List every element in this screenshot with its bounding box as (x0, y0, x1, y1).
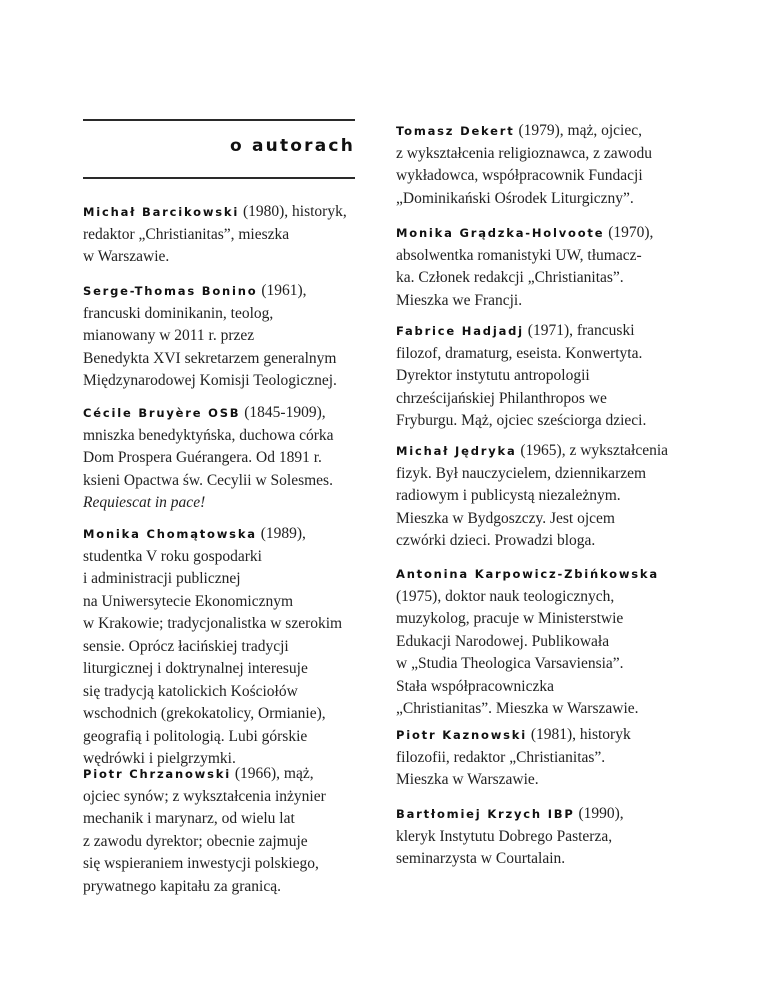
author-bio-line: Międzynarodowej Komisji Teologicznej. (83, 372, 337, 389)
author-bio-line: liturgicznej i doktrynalnej interesuje (83, 660, 308, 677)
author-bio-line: (1990), (574, 805, 624, 822)
author-bio-line: (1975), doktor nauk teologicznych, (396, 587, 615, 605)
author-entry (83, 402, 373, 515)
author-name: Fabrice Hadjadj (396, 324, 524, 338)
author-bio-line: na Uniwersytecie Ekonomicznym (83, 592, 294, 610)
author-bio-line: filozofii, redaktor „Christianitas”. (396, 748, 606, 766)
author-bio-line: (1981), historyk (526, 726, 631, 743)
author-bio-line: w Warszawie. (83, 248, 170, 265)
author-bio-line: Mieszka w Bydgoszczy. Jest ojcem (396, 509, 615, 527)
author-bio-line: ka. Członek redakcji „Christianitas”. (396, 269, 624, 286)
author-entry (396, 563, 686, 721)
author-name: Monika Chomątowska (83, 527, 257, 541)
author-name: Bartłomiej Krzych IBP (396, 807, 575, 821)
author-bio-line: (1980), historyk, (239, 203, 347, 220)
author-bio-line: ojciec synów; z wykształcenia inżynier (83, 787, 326, 805)
page-title: o autorach (229, 136, 355, 156)
author-bio-line: radiowym i publicystą niezależnym. (396, 487, 621, 504)
author-entry (396, 440, 686, 553)
author-bio-line: filozof, dramaturg, eseista. Konwertyta. (396, 344, 643, 362)
author-bio-line: (1989), (256, 525, 306, 542)
author-name: Piotr Kaznowski (396, 728, 527, 742)
author-entry (396, 120, 686, 210)
author-entry (396, 320, 686, 433)
author-bio-line: (1965), z wykształcenia (516, 442, 669, 459)
author-bio-line: redaktor „Christianitas”, mieszka (83, 225, 290, 243)
author-bio-line: i administracji publicznej (83, 570, 241, 587)
author-bio-line: Edukacji Narodowej. Publikowała (396, 632, 610, 650)
author-bio-line: mniszka benedyktyńska, duchowa córka (83, 426, 334, 444)
heading-rule-top (83, 119, 355, 121)
author-bio-line: Mieszka we Francji. (396, 291, 523, 309)
author-bio-line: geografią i politologią. Lubi górskie (83, 727, 308, 745)
author-bio-line: „Dominikański Ośrodek Liturgiczny”. (396, 189, 634, 207)
author-entry (396, 803, 686, 871)
author-bio-line: prywatnego kapitału za granicą. (83, 877, 281, 895)
author-name: Cécile Bruyère OSB (83, 406, 241, 420)
author-bio-line: Stała współpracowniczka (396, 677, 554, 695)
author-name: Michał Barcikowski (83, 205, 240, 219)
author-name: Serge-Thomas Bonino (83, 284, 258, 298)
author-name: Antonina Karpowicz-Zbińkowska (396, 567, 659, 581)
author-name: Piotr Chrzanowski (83, 767, 231, 781)
author-bio-line: (1961), (257, 282, 307, 299)
author-bio-line: w „Studia Theologica Varsaviensia”. (396, 655, 624, 672)
author-bio-line: z wykształcenia religioznawca, z zawodu (396, 144, 653, 162)
author-bio-line: wykładowca, współpracownik Fundacji (396, 167, 643, 184)
author-entry (83, 201, 373, 269)
author-entry (396, 724, 686, 792)
author-bio-line: wschodnich (grekokatolicy, Ormianie), (83, 705, 326, 722)
author-name: Tomasz Dekert (396, 124, 515, 138)
author-bio-line: francuski dominikanin, teolog, (83, 304, 274, 322)
author-bio-line: absolwentka romanistyki UW, tłumacz- (396, 246, 642, 264)
author-bio-line: z zawodu dyrektor; obecnie zajmuje (83, 832, 308, 850)
author-bio-line: fizyk. Był nauczycielem, dziennikarzem (396, 464, 647, 482)
author-bio-line: mechanik i marynarz, od wielu lat (83, 810, 295, 827)
author-name: Michał Jędryka (396, 444, 517, 458)
author-bio-line: chrześcijańskiej Philanthropos we (396, 389, 607, 407)
author-entry (396, 222, 686, 312)
heading-rule-bottom (83, 177, 355, 179)
author-bio-line: się tradycją katolickich Kościołów (83, 682, 298, 700)
author-entry (83, 280, 373, 393)
author-bio-line: ksieni Opactwa św. Cecylii w Solesmes. (83, 471, 333, 489)
author-bio-line: (1966), mąż, (230, 765, 314, 782)
author-bio-line: kleryk Instytutu Dobrego Pasterza, (396, 827, 613, 845)
author-bio-line: „Christianitas”. Mieszka w Warszawie. (396, 700, 639, 717)
author-bio-line: się wspieraniem inwestycji polskiego, (83, 855, 319, 872)
author-bio-line: studentka V roku gospodarki (83, 547, 262, 565)
author-bio-line: seminarzysta w Courtalain. (396, 850, 566, 867)
author-bio-line: mianowany w 2011 r. przez (83, 327, 255, 344)
author-bio-line: czwórki dzieci. Prowadzi bloga. (396, 532, 596, 549)
author-bio-line: (1845-1909), (240, 404, 326, 421)
author-bio-line: wędrówki i pielgrzymki. (83, 750, 236, 767)
author-bio-line: w Krakowie; tradycjonalistka w szerokim (83, 615, 343, 632)
author-bio-line: Benedykta XVI sekretarzem generalnym (83, 349, 337, 367)
author-bio-line: (1979), mąż, ojciec, (514, 122, 642, 139)
author-bio-line: (1970), (604, 224, 654, 241)
author-bio-line: Mieszka w Warszawie. (396, 771, 539, 788)
author-bio-italic-line: Requiescat in pace! (83, 494, 206, 511)
author-bio-line: Dyrektor instytutu antropologii (396, 367, 590, 384)
author-bio-line: Dom Prospera Guérangera. Od 1891 r. (83, 449, 322, 466)
author-bio-line: (1971), francuski (523, 322, 635, 339)
author-bio-line: Fryburgu. Mąż, ojciec sześciorga dzieci. (396, 412, 647, 429)
author-bio-line: muzykolog, pracuje w Ministerstwie (396, 610, 624, 627)
author-name: Monika Grądzka-Holvoote (396, 226, 605, 240)
author-entry (83, 523, 373, 771)
author-bio-line: sensie. Oprócz łacińskiej tradycji (83, 637, 289, 655)
author-entry (83, 763, 373, 898)
